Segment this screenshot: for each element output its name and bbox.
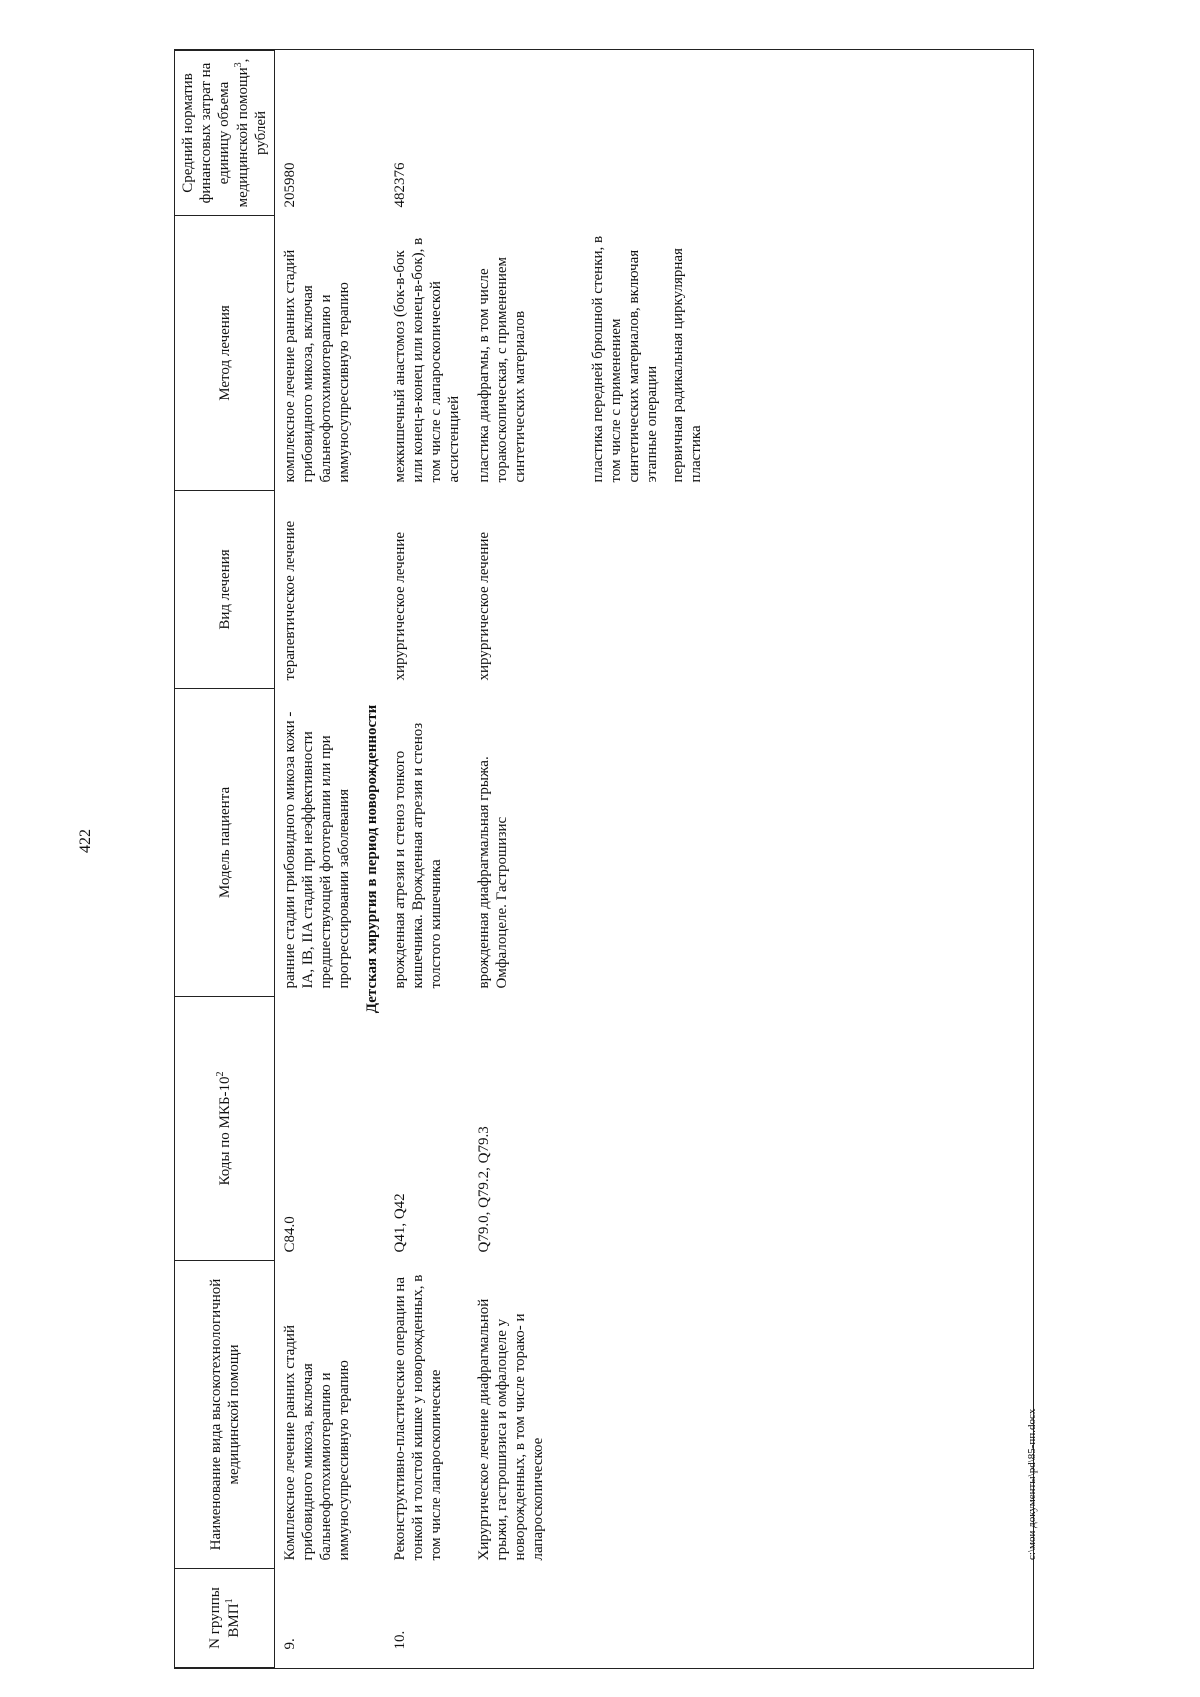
row-cost: 482376: [392, 162, 408, 208]
table-frame: [174, 49, 1034, 1669]
row-cost: 205980: [282, 162, 298, 208]
row-name: Комплексное лечение ранних стадий грибовидного микоза, включая бальнеофотохимиотерапию и иммуносупрессивную терапию: [282, 1325, 352, 1561]
row-model: врожденная диафрагмальная грыжа. Омфалоцеле. Гастрошизис: [476, 756, 510, 989]
row-icd: Q41, Q42: [392, 1193, 408, 1253]
header-treatment-type: Вид лечения: [175, 491, 275, 689]
table-row: [469, 51, 711, 1668]
method-item: пластика передней брюшной стенки, в том числе с применением синтетических материалов, включая этапные операции: [590, 235, 660, 483]
row-method: комплексное лечение ранних стадий грибовидного микоза, включая бальнеофотохимиотерапию и иммуносупрессивную терапию: [282, 249, 352, 483]
method-item: первичная радикальная циркулярная пластика: [670, 248, 704, 483]
row-number: 9.: [282, 1638, 298, 1650]
row-icd: C84.0: [282, 1216, 298, 1253]
rotated-table-sheet: [174, 49, 1034, 1669]
row-method: межкишечный анастомоз (бок-в-бок или конец-в-конец или конец-в-бок), в том числе с лапароскопической ассистенцией: [392, 237, 462, 483]
table-row: [385, 51, 469, 1668]
row-number: [469, 1569, 711, 1668]
row-treatment: хирургическое лечение: [392, 531, 408, 681]
header-model: Модель пациента: [175, 689, 275, 997]
page-number: 422: [77, 829, 94, 853]
section-row: [359, 51, 385, 1668]
row-method: [469, 216, 711, 491]
row-name: Хирургическое лечение диафрагмальной грыжи, гастрошизиса и омфалоцеле у новорожденных, в том числе торако- и лапароскопическое: [476, 1298, 546, 1561]
header-row: [175, 51, 275, 1668]
row-name: Реконструктивно-пластические операции на тонкой и толстой кишке у новорожденных, в том числе лапароскопические: [392, 1274, 444, 1561]
header-name: Наименование вида высокотехнологичной медицинской помощи: [175, 1261, 275, 1569]
row-model: врожденная атрезия и стеноз тонкого кишечника. Врожденная атрезия и стеноз толстого кишечника: [392, 722, 444, 989]
footer-file-path: c:\мои документы\pd\85-пп.docx: [1026, 1408, 1038, 1560]
vmp-table: [174, 50, 711, 1668]
method-item: пластика диафрагмы, в том числе торакоскопическая, с применением синтетических материалов: [476, 256, 528, 483]
header-icd: Коды по МКБ-$10^2$: [175, 997, 275, 1261]
header-method: Метод лечения: [175, 216, 275, 491]
section-heading: Детская хирургия в период новорожденности: [364, 704, 380, 1014]
table-row: [275, 51, 360, 1668]
row-cost: [469, 51, 711, 216]
row-model: ранние стадии грибовидного микоза кожи - IA, IB, IIA стадий при неэффективности предшествующей фототерапии или при прогрессировании заболевания: [282, 711, 352, 989]
header-cost: Средний норматив финансовых затрат на единицу объема медицинской помощи$^3$, рублей: [175, 51, 275, 216]
row-number: 10.: [392, 1630, 408, 1650]
row-treatment: терапевтическое лечение: [282, 520, 298, 681]
row-icd: Q79.0, Q79.2, Q79.3: [476, 1126, 492, 1253]
header-group-number: N группы ВМП$^1$: [175, 1569, 275, 1668]
row-treatment: хирургическое лечение: [476, 531, 492, 681]
